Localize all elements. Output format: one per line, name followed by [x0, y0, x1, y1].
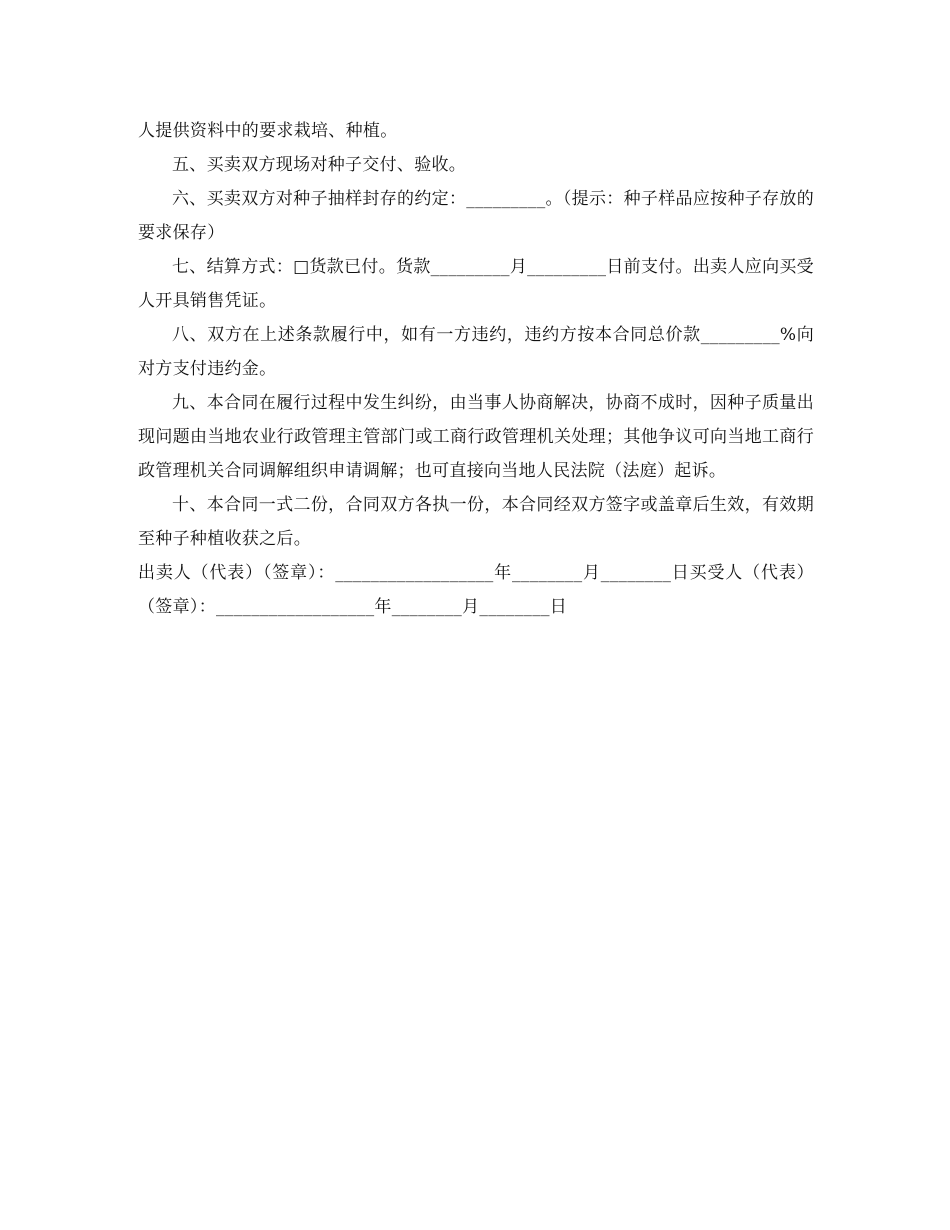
clause-6-sample-sealing: 六、买卖双方对种子抽样封存的约定：_________。（提示：种子样品应按种子存放的要求保存）: [138, 189, 814, 243]
clause-10-copies-validity: 十、本合同一式二份，合同双方各执一份，本合同经双方签字或盖章后生效，有效期至种子种植收获之后。: [138, 495, 814, 549]
clause-7-settlement: 七、结算方式：□货款已付。货款_________月_________日前支付。出卖人应向买受人开具销售凭证。: [138, 257, 814, 311]
clause-5-delivery-inspection: 五、买卖双方现场对种子交付、验收。: [172, 155, 467, 175]
clause-8-breach-penalty: 八、双方在上述条款履行中，如有一方违约，违约方按本合同总价款_________%向对方支付违约金。: [138, 325, 814, 379]
paragraph-planting-requirements: 人提供资料中的要求栽培、种植。: [138, 121, 398, 141]
clause-9-dispute-resolution: 九、本合同在履行过程中发生纠纷，由当事人协商解决，协商不成时，因种子质量出现问题由当地农业行政管理主管部门或工商行政管理机关处理；其他争议可向当地工商行政管理机关合同调解组织申请调解；也可直接向当地人民法院（法庭）起诉。: [138, 393, 814, 481]
contract-body: [138, 114, 814, 624]
signature-line: 出卖人（代表）（签章）：__________________年________月________日买受人（代表）（签章）：__________________年________月________日: [138, 563, 814, 617]
